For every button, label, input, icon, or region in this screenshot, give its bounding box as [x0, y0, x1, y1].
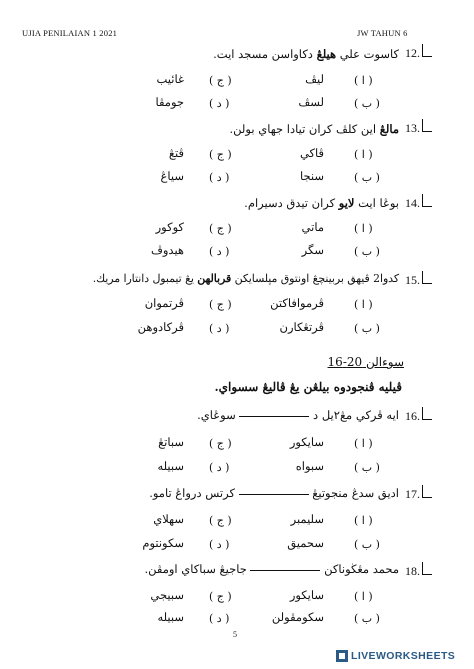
option-label: ( ا ): [354, 74, 373, 87]
option-label: ( ب ): [354, 612, 380, 625]
option-label: ( ب ): [354, 245, 380, 258]
option-text[interactable]: سليمبر: [290, 512, 324, 526]
keyword: مالڠ: [379, 122, 399, 136]
option-text[interactable]: سهلاي: [153, 512, 184, 526]
option-label: ( د ): [209, 322, 230, 335]
option-label: ( ا ): [354, 298, 373, 311]
answer-box[interactable]: [422, 407, 432, 420]
question-text: ايه ڤركي مڠ٢يل د سوڠاي.: [197, 408, 399, 422]
question-text: اديق سدڠ منجوتيڠ كرتس درواڠ تامو.: [149, 486, 399, 500]
option-label: ( د ): [209, 97, 230, 110]
section-title: سوءالن 20-16: [327, 355, 404, 369]
header-exam-title: UJIA PENILAIAN 1 2021: [22, 28, 118, 38]
option-text[interactable]: سنجا: [299, 169, 324, 183]
header-class: JW TAHUN 6: [357, 28, 408, 38]
answer-blank[interactable]: [250, 569, 320, 571]
option-label: ( ج ): [209, 74, 232, 87]
option-label: ( ج ): [209, 222, 232, 235]
option-label: ( ا ): [354, 514, 373, 527]
option-text[interactable]: ماتي: [301, 220, 324, 234]
option-text[interactable]: سبيله: [157, 610, 184, 624]
option-text[interactable]: سگر: [301, 243, 324, 257]
option-label: ( ج ): [209, 148, 232, 161]
question-number: 17.: [405, 487, 420, 501]
option-text[interactable]: ڤرتموان: [144, 296, 184, 310]
answer-box[interactable]: [422, 271, 432, 284]
question-text: كاسوت علي هيلڠ دكاواسن مسجد ايت.: [213, 47, 399, 61]
option-label: ( ج ): [209, 298, 232, 311]
option-text[interactable]: ڤاكي: [299, 146, 324, 160]
option-label: ( د ): [209, 612, 230, 625]
keyword: هيلڠ: [316, 47, 337, 61]
question-number: 15.: [405, 273, 420, 287]
option-text[interactable]: هيدوڤ: [150, 243, 184, 257]
option-text[interactable]: سبيله: [157, 459, 184, 473]
keyword: لايو: [338, 196, 355, 210]
question-text: بوڠا ايت لايو كران تيدق دسيرام.: [244, 196, 399, 210]
question-text: كدوا2 ڤيهق بربينچڠ اونتوق مڽلسايكن قربالهن يڠ تيمبول دانتارا مريك.: [92, 272, 399, 285]
option-text[interactable]: سبيجي: [150, 588, 184, 602]
liveworksheets-logo[interactable]: [336, 649, 455, 663]
option-label: ( ب ): [354, 461, 380, 474]
page-number: 5: [233, 630, 237, 639]
answer-box[interactable]: [422, 194, 432, 207]
option-label: ( ب ): [354, 538, 380, 551]
option-label: ( د ): [209, 461, 230, 474]
question-number: 13.: [405, 121, 420, 135]
option-label: ( ا ): [354, 437, 373, 450]
option-label: ( د ): [209, 538, 230, 551]
question-number: 12.: [405, 46, 420, 60]
option-text[interactable]: سياڠ: [160, 169, 184, 183]
option-text[interactable]: غائيب: [156, 72, 184, 86]
option-label: ( د ): [209, 245, 230, 258]
answer-box[interactable]: [422, 562, 432, 575]
option-text[interactable]: سكومڤولن: [271, 610, 324, 624]
keyword: قربالهن: [197, 272, 232, 285]
question-text: محمد مڠڬوناكن جاجيڠ سباكاي اومڤن.: [144, 562, 399, 576]
option-label: ( ب ): [354, 171, 380, 184]
option-label: ( ج ): [209, 514, 232, 527]
question-number: 18.: [405, 564, 420, 578]
option-label: ( د ): [209, 171, 230, 184]
answer-blank[interactable]: [239, 493, 309, 495]
option-label: ( ج ): [209, 590, 232, 603]
option-label: ( ب ): [354, 322, 380, 335]
option-label: ( ب ): [354, 97, 380, 110]
option-text[interactable]: ڤرموافاكتن: [270, 296, 324, 310]
question-text: مالڠ اين كلڤ كران تيادا جهاي بولن.: [229, 122, 399, 136]
option-label: ( ا ): [354, 590, 373, 603]
option-text[interactable]: ڤرتڠكارن: [279, 320, 324, 334]
option-label: ( ا ): [354, 222, 373, 235]
answer-box[interactable]: [422, 44, 432, 57]
option-text[interactable]: سكونتوم: [142, 536, 184, 550]
question-number: 14.: [405, 196, 420, 210]
option-text[interactable]: ليڤ: [305, 72, 324, 86]
liveworksheets-logo-icon: [336, 650, 348, 662]
answer-blank[interactable]: [239, 415, 309, 417]
option-text[interactable]: سباتڠ: [158, 435, 184, 449]
logo-text: LIVEWORKSHEETS: [351, 650, 456, 662]
option-text[interactable]: كوكور: [155, 220, 184, 234]
option-text[interactable]: جومڤا: [155, 95, 184, 109]
option-label: ( ا ): [354, 148, 373, 161]
option-text[interactable]: سبواه: [295, 459, 324, 473]
option-text[interactable]: سحميق: [287, 536, 324, 550]
option-text[interactable]: سايكور: [289, 588, 324, 602]
option-text[interactable]: ڤركادوهن: [137, 320, 184, 334]
question-number: 16.: [405, 409, 420, 423]
section-instruction: ڤيليه ڤنجودوه بيلڠن يڠ ڤاليڠ سسواي.: [214, 380, 402, 394]
option-text[interactable]: لسڤ: [298, 95, 324, 109]
answer-box[interactable]: [422, 485, 432, 498]
option-label: ( ج ): [209, 437, 232, 450]
option-text[interactable]: ڤتڠ: [168, 146, 184, 160]
option-text[interactable]: سايكور: [289, 435, 324, 449]
answer-box[interactable]: [422, 119, 432, 132]
